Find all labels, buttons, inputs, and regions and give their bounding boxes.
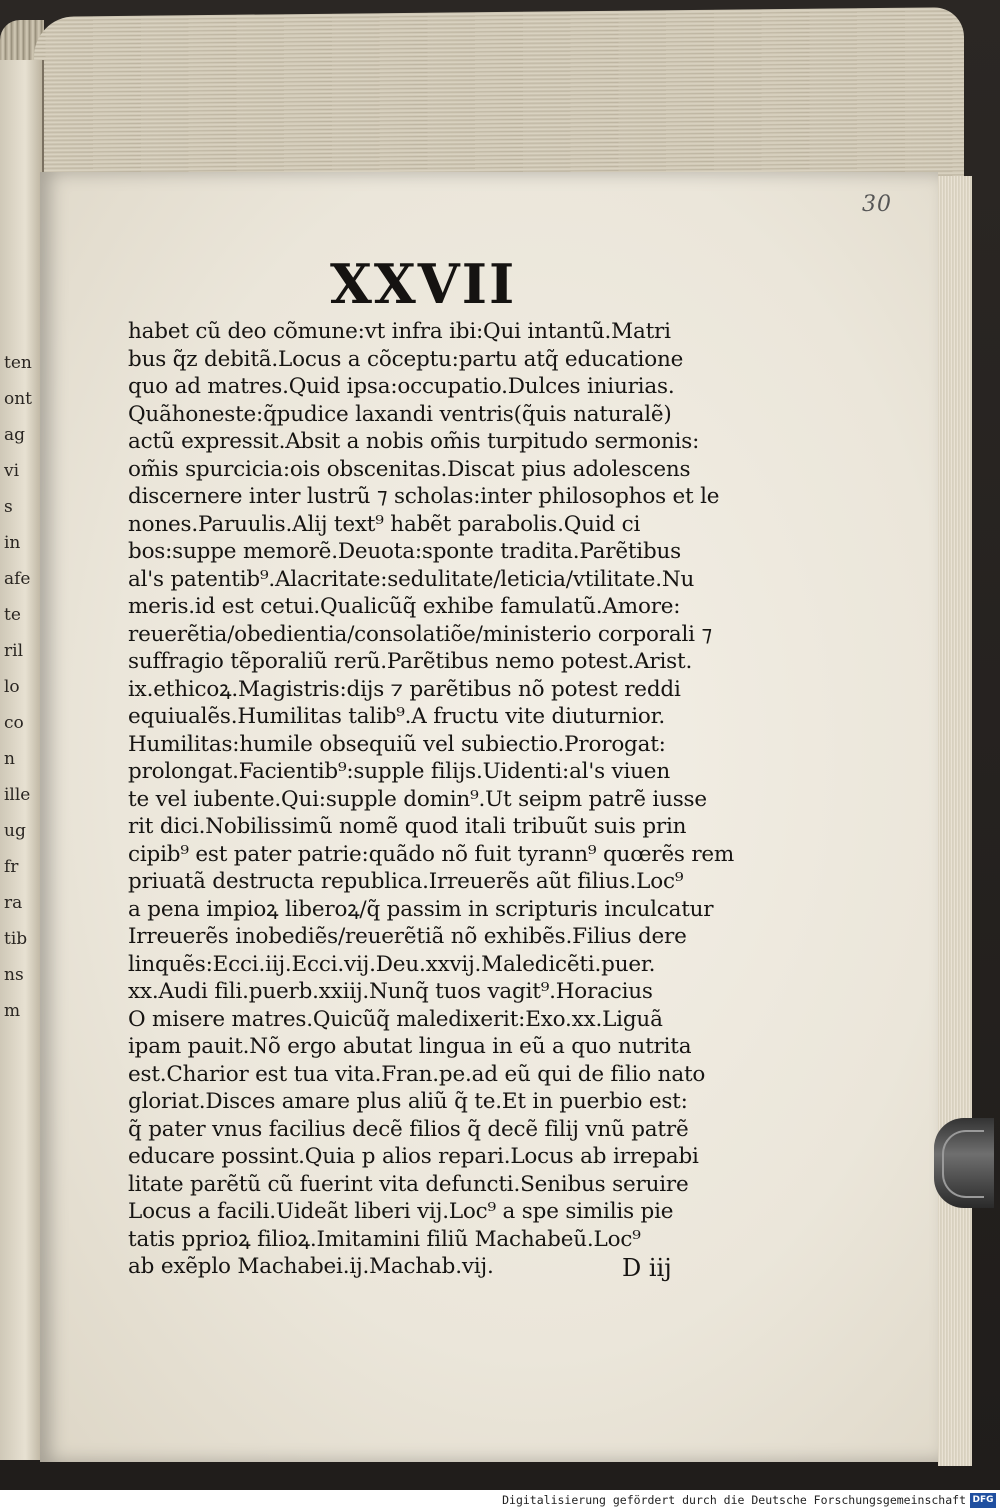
text-line: linquẽs:Ecci.iij.Ecci.vij.Deu.xxvij.Maledicẽti.puer. (128, 951, 656, 977)
text-line: discernere inter lustrũ ⁊ scholas:inter philosophos et le (128, 484, 720, 509)
text-line: Locus a facili.Uideãt liberi vij.Loc⁹ a spe similis pie (128, 1199, 674, 1224)
body-text (128, 318, 768, 1281)
text-line: xx.Audi fili.puerb.xxiij.Nunq̃ tuos vagit⁹.Horacius (128, 979, 653, 1004)
left-page-fragment: ns (4, 965, 24, 985)
text-line: suffragio tẽporaliũ rerũ.Parẽtibus nemo potest.Arist. (128, 649, 693, 674)
text-line: bos:suppe memorẽ.Deuota:sponte tradita.Parẽtibus (128, 539, 682, 564)
left-page-fragment: ra (4, 893, 23, 913)
text-line: Quãhoneste:q̃pudice laxandi ventris(q̃uis naturalẽ) (128, 401, 672, 427)
page-fore-edge (938, 176, 972, 1466)
left-page-fragment: co (4, 713, 24, 733)
footer-bar (0, 1490, 1000, 1512)
text-line: litate parẽtũ cũ fuerint vita defuncti.Senibus seruire (128, 1171, 689, 1197)
text-line: habet cũ deo cõmune:vt infra ibi:Qui intantũ.Matri (128, 319, 671, 344)
text-line: equiualẽs.Humilitas talib⁹.A fructu vite diuturnior. (128, 704, 665, 729)
text-line: tatis pprioꝝ filioꝝ.Imitamini filiũ Machabeũ.Loc⁹ (128, 1226, 641, 1252)
folio-number: 30 (862, 192, 892, 217)
left-facing-page (0, 60, 44, 1460)
text-line: q̃ pater vnus facilius decẽ filios q̃ decẽ filij vnũ patrẽ (128, 1116, 689, 1142)
text-line: priuatã destructa republica.Irreuerẽs aũt filius.Loc⁹ (128, 869, 684, 894)
left-page-fragment: lo (4, 677, 20, 697)
text-line: cipib⁹ est pater patrie:quãdo nõ fuit tyrann⁹ quœrẽs rem (128, 841, 735, 867)
text-line: al's patentib⁹.Alacritate:sedulitate/leticia/vtilitate.Nu (128, 566, 695, 592)
text-line: actũ expressit.Absit a nobis om̃is turpitudo sermonis: (128, 429, 700, 454)
book-clamp (934, 1118, 994, 1208)
text-line: te vel iubente.Qui:supple domin⁹.Ut seipm patrẽ iusse (128, 786, 707, 812)
dfg-logo-icon: DFG (970, 1493, 996, 1508)
text-line: bus q̃z debitã.Locus a cõceptu:partu atq̃ educatione (128, 346, 684, 372)
left-page-fragment: ril (4, 641, 24, 661)
book-clamp-inner (942, 1130, 984, 1198)
text-line: O misere matres.Quicũq̃ maledixerit:Exo.xx.Liguã (128, 1006, 663, 1032)
signature-mark: D iij (622, 1254, 672, 1282)
text-line: a pena impioꝝ liberoꝝ/q̃ passim in scripturis inculcatur (128, 896, 714, 922)
text-line: Irreuerẽs inobediẽs/reuerẽtiã nõ exhibẽs.Filius dere (128, 924, 687, 949)
left-page-fragment: ten (4, 353, 32, 373)
text-line: Humilitas:humile obsequiũ vel subiectio.Prorogat: (128, 731, 666, 757)
text-line: meris.id est cetui.Qualicũq̃ exhibe famulatũ.Amore: (128, 594, 681, 619)
text-line: ix.ethicoꝝ.Magistris:dijs ⁊ parẽtibus nõ potest reddi (128, 676, 681, 702)
left-page-fragment: afe (4, 569, 31, 589)
left-page-fragment: te (4, 605, 21, 625)
left-page-fragment: fr (4, 857, 19, 877)
left-page-fragment: ug (4, 821, 26, 841)
left-page-fragment: ille (4, 785, 31, 805)
left-page-fragment: ont (4, 389, 33, 409)
text-line: gloriat.Disces amare plus aliũ q̃ te.Et in puerbio est: (128, 1089, 688, 1114)
left-page-fragment: n (4, 749, 15, 769)
left-page-fragment: ag (4, 425, 26, 445)
text-line: rit dici.Nobilissimũ nomẽ quod itali tribuũt suis prin (128, 814, 687, 839)
book-top-edge (34, 7, 964, 187)
text-line: nones.Paruulis.Alij text⁹ habẽt parabolis.Quid ci (128, 511, 641, 537)
text-line: quo ad matres.Quid ipsa:occupatio.Dulces iniurias. (128, 374, 675, 399)
text-line: est.Charior est tua vita.Fran.pe.ad eũ qui de filio nato (128, 1061, 706, 1087)
text-line: ipam pauit.Nõ ergo abutat lingua in eũ a quo nutrita (128, 1034, 692, 1059)
text-line: ab exẽplo Machabei.ij.Machab.vij. (128, 1254, 494, 1279)
left-page-fragment: tib (4, 929, 28, 949)
left-page-fragment: in (4, 533, 21, 553)
left-page-fragment: m (4, 1001, 21, 1021)
text-line: om̃is spurcicia:ois obscenitas.Discat pius adolescens (128, 456, 691, 482)
text-line: educare possint.Quia p alios repari.Locus ab irrepabi (128, 1144, 699, 1169)
text-line: reuerẽtia/obedientia/consolatiõe/ministerio corporali ⁊ (128, 621, 712, 647)
chapter-numeral: XXVII (330, 252, 517, 316)
text-line: prolongat.Facientib⁹:supple filijs.Uidenti:al's viuen (128, 759, 670, 784)
left-page-fragment: vi (4, 461, 20, 481)
funding-credit: Digitalisierung gefördert durch die Deutsche Forschungsgemeinschaft (502, 1493, 966, 1507)
left-page-fragment: s (4, 497, 13, 517)
